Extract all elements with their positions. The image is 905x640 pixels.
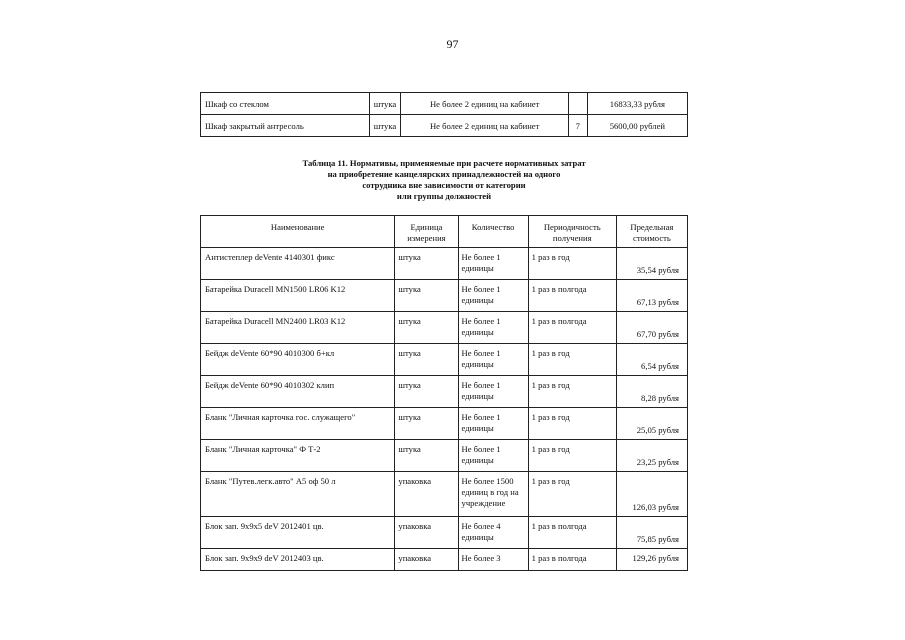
item-quantity: Не более 3 <box>458 549 528 571</box>
item-unit: штука <box>395 376 458 408</box>
header-unit: Единица измерения <box>395 216 458 248</box>
table-row <box>201 376 688 408</box>
item-unit: штука <box>395 248 458 280</box>
item-price: 75,85 рубля <box>616 517 687 549</box>
item-quantity: Не более 1 единицы <box>458 312 528 344</box>
item-quantity: Не более 1 единицы <box>458 408 528 440</box>
item-quantity: Не более 1 единицы <box>458 280 528 312</box>
table-row <box>201 549 688 571</box>
table-row <box>201 344 688 376</box>
item-name: Бланк "Личная карточка" Ф Т-2 <box>201 440 395 472</box>
table-row <box>201 248 688 280</box>
item-quantity: Не более 1 единицы <box>458 376 528 408</box>
item-name: Шкаф со стеклом <box>201 93 370 115</box>
table-row <box>201 440 688 472</box>
item-name: Бейдж deVente 60*90 4010300 б+кл <box>201 344 395 376</box>
item-period: 1 раз в полгода <box>528 312 616 344</box>
item-quantity: Не более 1500 единиц в год на учреждение <box>458 472 528 517</box>
item-price: 5600,00 рублей <box>587 115 687 137</box>
item-period: 1 раз в год <box>528 376 616 408</box>
item-name: Блок зап. 9х9х5 deV 2012401 цв. <box>201 517 395 549</box>
item-name: Блок зап. 9х9х9 deV 2012403 цв. <box>201 549 395 571</box>
item-price: 67,70 рубля <box>616 312 687 344</box>
page-number: 97 <box>446 37 459 51</box>
item-quantity: Не более 1 единицы <box>458 344 528 376</box>
item-unit: штука <box>395 312 458 344</box>
table-row <box>201 115 688 137</box>
item-unit: штука <box>395 280 458 312</box>
table-row <box>201 93 688 115</box>
caption-line: сотрудника вне зависимости от категории <box>362 180 526 190</box>
header-period: Периодичность получения <box>528 216 616 248</box>
item-quantity: Не более 2 единиц на кабинет <box>401 115 568 137</box>
item-price: 6,54 рубля <box>616 344 687 376</box>
item-quantity: Не более 2 единиц на кабинет <box>401 93 568 115</box>
header-name: Наименование <box>201 216 395 248</box>
item-price: 129,26 рубля <box>616 549 687 571</box>
item-quantity: Не более 4 единицы <box>458 517 528 549</box>
item-price: 23,25 рубля <box>616 440 687 472</box>
item-name: Бланк "Путев.легк.авто" А5 оф 50 л <box>201 472 395 517</box>
item-period: 1 раз в год <box>528 472 616 517</box>
table-row <box>201 280 688 312</box>
item-name: Бланк "Личная карточка гос. служащего" <box>201 408 395 440</box>
item-name: Антистеплер deVente 4140301 фикс <box>201 248 395 280</box>
item-quantity: Не более 1 единицы <box>458 440 528 472</box>
item-unit: штука <box>395 408 458 440</box>
item-period: 1 раз в год <box>528 248 616 280</box>
caption-line: Таблица 11. Нормативы, применяемые при расчете нормативных затрат <box>302 158 586 168</box>
item-period: 1 раз в полгода <box>528 280 616 312</box>
table-caption <box>200 158 688 202</box>
item-name: Батарейка Duracell MN1500 LR06 K12 <box>201 280 395 312</box>
item-period: 1 раз в полгода <box>528 517 616 549</box>
item-period: 1 раз в год <box>528 344 616 376</box>
item-price: 126,03 рубля <box>616 472 687 517</box>
item-period: 1 раз в полгода <box>528 549 616 571</box>
table-row <box>201 517 688 549</box>
item-name: Батарейка Duracell MN2400 LR03 K12 <box>201 312 395 344</box>
item-unit: упаковка <box>395 549 458 571</box>
item-unit: упаковка <box>395 472 458 517</box>
item-price: 67,13 рубля <box>616 280 687 312</box>
caption-line: на приобретение канцелярских принадлежностей на одного <box>327 169 561 179</box>
item-period <box>568 93 587 115</box>
table-header-row <box>201 216 688 248</box>
header-quantity: Количество <box>458 216 528 248</box>
table-row <box>201 312 688 344</box>
item-unit: упаковка <box>395 517 458 549</box>
item-name: Шкаф закрытый антресоль <box>201 115 370 137</box>
item-unit: штука <box>369 93 401 115</box>
item-period: 1 раз в год <box>528 440 616 472</box>
item-unit: штука <box>395 440 458 472</box>
table-row <box>201 408 688 440</box>
item-price: 25,05 рубля <box>616 408 687 440</box>
header-price: Предельная стоимость <box>616 216 687 248</box>
furniture-table <box>200 92 688 137</box>
item-period: 7 <box>568 115 587 137</box>
item-unit: штука <box>369 115 401 137</box>
item-period: 1 раз в год <box>528 408 616 440</box>
item-unit: штука <box>395 344 458 376</box>
item-price: 35,54 рубля <box>616 248 687 280</box>
caption-line: или группы должностей <box>396 191 492 201</box>
item-price: 8,28 рубля <box>616 376 687 408</box>
table-row <box>201 472 688 517</box>
item-price: 16833,33 рубля <box>587 93 687 115</box>
item-name: Бейдж deVente 60*90 4010302 клип <box>201 376 395 408</box>
item-quantity: Не более 1 единицы <box>458 248 528 280</box>
stationery-table <box>200 215 688 571</box>
